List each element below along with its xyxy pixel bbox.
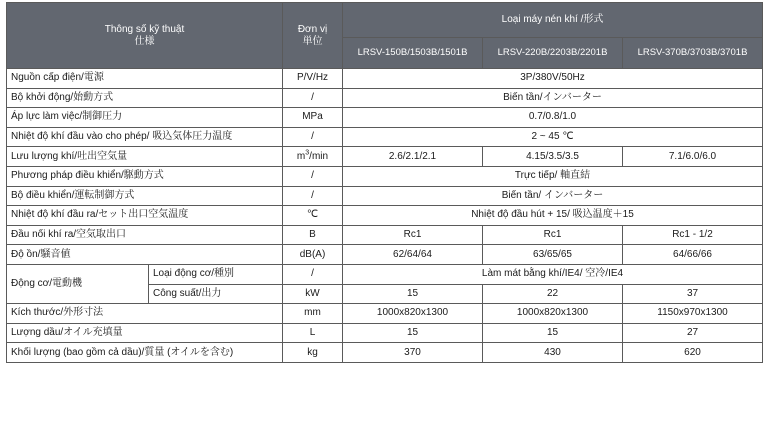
row-drive-method <box>7 166 763 186</box>
row-oil-volume <box>7 323 763 343</box>
header-compressor-type: Loại máy nén khí /形式 <box>343 3 763 38</box>
row-value: 27 <box>623 323 763 343</box>
unit-exponent: 3 <box>305 149 310 157</box>
row-unit: L <box>283 323 343 343</box>
row-unit: / <box>283 264 343 284</box>
row-label: Phương pháp điều khiển/駆動方式 <box>7 166 283 186</box>
unit-suffix: /min <box>309 150 329 162</box>
row-unit: / <box>283 127 343 147</box>
row-value: 3P/380V/50Hz <box>343 69 763 89</box>
row-value: Trực tiếp/ 軸直結 <box>343 166 763 186</box>
row-value: Biến tần/ インバーター <box>343 186 763 206</box>
row-value: 430 <box>483 343 623 363</box>
row-inlet-temperature <box>7 127 763 147</box>
header-unit-vi: Đơn vị <box>297 23 328 35</box>
row-unit: / <box>283 186 343 206</box>
row-noise <box>7 245 763 265</box>
row-label: Nguồn cấp điện/電源 <box>7 69 283 89</box>
motor-label: Động cơ/電動機 <box>7 264 149 303</box>
row-value: Nhiệt độ đầu hút + 15/ 吸込温度＋15 <box>343 206 763 226</box>
row-label: Lượng dầu/オイル充填量 <box>7 323 283 343</box>
row-unit: P/V/Hz <box>283 69 343 89</box>
header-spec-jp: 仕様 <box>134 35 155 47</box>
header-unit <box>283 3 343 69</box>
row-value: 1150x970x1300 <box>623 304 763 324</box>
unit-base: m <box>296 150 306 162</box>
row-unit: / <box>283 166 343 186</box>
row-unit: MPa <box>283 108 343 128</box>
row-unit: ℃ <box>283 206 343 226</box>
row-label: Lưu lượng khí/吐出空気量 <box>7 147 283 167</box>
row-unit: kg <box>283 343 343 363</box>
row-value: 1000x820x1300 <box>343 304 483 324</box>
row-value: 370 <box>343 343 483 363</box>
row-label: Bộ điều khiển/運転制御方式 <box>7 186 283 206</box>
row-value: 620 <box>623 343 763 363</box>
row-value: 4.15/3.5/3.5 <box>483 147 623 167</box>
row-value: Rc1 <box>343 225 483 245</box>
row-value: 62/64/64 <box>343 245 483 265</box>
row-label: Nhiệt độ khí đầu vào cho phép/ 吸込気体圧力温度 <box>7 127 283 147</box>
row-value: 15 <box>343 323 483 343</box>
row-label: Độ ồn/騒音値 <box>7 245 283 265</box>
row-power-supply <box>7 69 763 89</box>
header-spec <box>7 3 283 69</box>
row-value: 2 ~ 45 ℃ <box>343 127 763 147</box>
spec-table <box>6 2 763 363</box>
row-working-pressure <box>7 108 763 128</box>
header-spec-vi: Thông số kỹ thuật <box>104 23 185 35</box>
row-value: 64/66/66 <box>623 245 763 265</box>
row-value: 15 <box>343 284 483 304</box>
row-value: Rc1 - 1/2 <box>623 225 763 245</box>
header-model-220: LRSV-220B/2203B/2201B <box>483 38 623 69</box>
row-label: Khối lượng (bao gồm cả dầu)/質量 (オイルを含む) <box>7 343 283 363</box>
row-value: 2.6/2.1/2.1 <box>343 147 483 167</box>
row-value: 7.1/6.0/6.0 <box>623 147 763 167</box>
row-value: 22 <box>483 284 623 304</box>
row-air-flow <box>7 147 763 167</box>
row-value: Rc1 <box>483 225 623 245</box>
row-unit: / <box>283 88 343 108</box>
row-label: Đầu nối khí ra/空気取出口 <box>7 225 283 245</box>
row-label: Bộ khởi động/始動方式 <box>7 88 283 108</box>
row-value: 63/65/65 <box>483 245 623 265</box>
row-unit: dB(A) <box>283 245 343 265</box>
header-unit-jp: 単位 <box>302 35 323 47</box>
row-value: Làm mát bằng khí/IE4/ 空冷/IE4 <box>343 264 763 284</box>
row-value: 0.7/0.8/1.0 <box>343 108 763 128</box>
row-unit: mm <box>283 304 343 324</box>
header-model-150: LRSV-150B/1503B/1501B <box>343 38 483 69</box>
row-motor-type <box>7 264 763 284</box>
row-label: Áp lực làm việc/制御圧力 <box>7 108 283 128</box>
row-starter <box>7 88 763 108</box>
motor-power-label: Công suất/出力 <box>149 284 283 304</box>
row-label: Nhiệt độ khí đầu ra/セット出口空気温度 <box>7 206 283 226</box>
row-unit <box>283 147 343 167</box>
row-air-outlet <box>7 225 763 245</box>
row-unit: kW <box>283 284 343 304</box>
header-model-370: LRSV-370B/3703B/3701B <box>623 38 763 69</box>
row-value: 15 <box>483 323 623 343</box>
row-dimensions <box>7 304 763 324</box>
row-label: Kích thước/外形寸法 <box>7 304 283 324</box>
motor-type-label: Loại động cơ/種別 <box>149 264 283 284</box>
row-value: Biến tần/インバーター <box>343 88 763 108</box>
row-outlet-temperature <box>7 206 763 226</box>
row-value: 37 <box>623 284 763 304</box>
row-weight <box>7 343 763 363</box>
row-unit: B <box>283 225 343 245</box>
row-controller <box>7 186 763 206</box>
row-value: 1000x820x1300 <box>483 304 623 324</box>
